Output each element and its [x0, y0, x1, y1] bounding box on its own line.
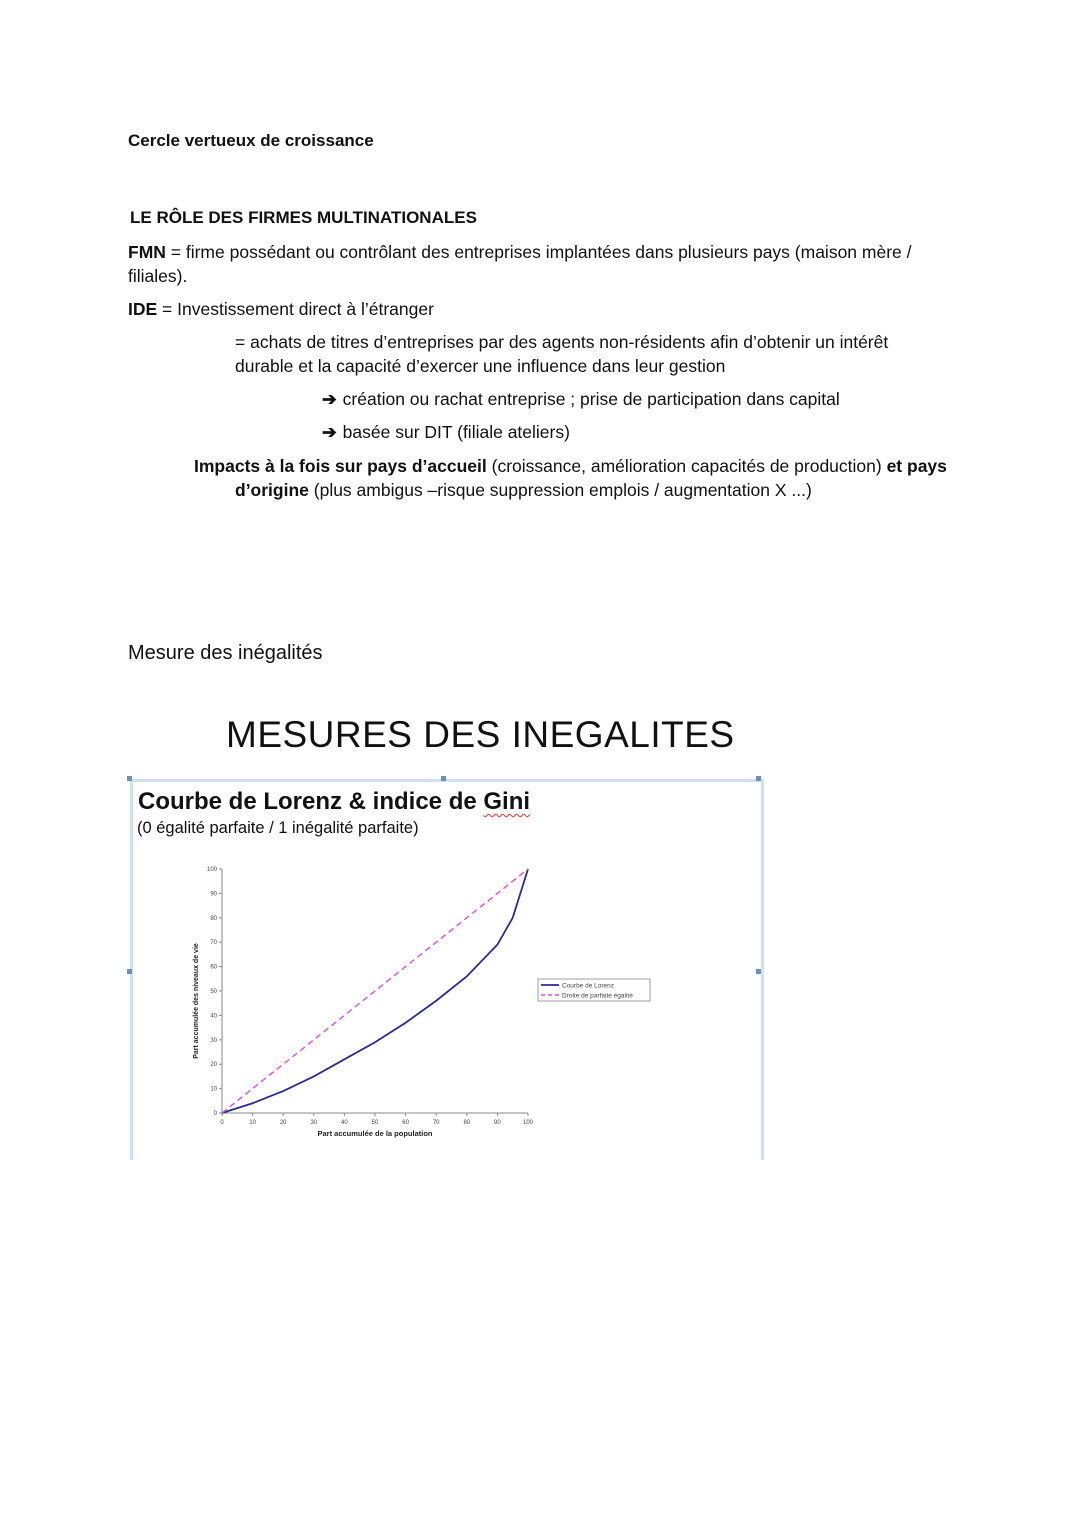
legend-label: Courbe de Lorenz — [562, 982, 615, 990]
chart-axes — [193, 867, 534, 1138]
x-tick-label: 30 — [310, 1120, 318, 1126]
y-tick-label: 70 — [210, 940, 217, 947]
resize-handle[interactable] — [756, 776, 761, 781]
y-tick-label: 100 — [206, 867, 217, 873]
resize-handle[interactable] — [127, 776, 132, 781]
x-axis-label: Part accumulée de la population — [317, 1129, 433, 1138]
lorenz-chart — [180, 860, 740, 1150]
ide-detail: = achats de titres d’entreprises par des agents non-résidents afin d’obtenir un intérêt durable et la capacité d’exercer une influence dans leur gestion — [235, 332, 889, 376]
right-arrow-icon: ➔ — [322, 422, 337, 442]
y-tick-label: 10 — [210, 1086, 217, 1093]
x-tick-label: 10 — [249, 1120, 256, 1126]
arrow-item-1 — [322, 387, 840, 411]
resize-handle[interactable] — [756, 969, 761, 974]
impacts-paragraph — [194, 454, 1005, 502]
x-tick-label: 90 — [494, 1120, 501, 1126]
x-tick-label: 50 — [371, 1120, 379, 1126]
y-tick-label: 40 — [210, 1013, 217, 1020]
impacts-bold-2: et pays d’origine — [235, 456, 947, 500]
right-arrow-icon: ➔ — [322, 389, 337, 409]
section-heading-inegalites: Mesure des inégalités — [128, 642, 323, 664]
arrow-item-2 — [322, 420, 570, 444]
ide-term: IDE — [128, 299, 158, 319]
chart-title-text: Courbe de Lorenz & indice de — [138, 788, 484, 815]
x-tick-label: 100 — [522, 1120, 534, 1126]
y-tick-label: 80 — [210, 915, 217, 922]
fmn-definition-text: = firme possédant ou contrôlant des entreprises implantées dans plusieurs pays (maison mère / filiales). — [128, 242, 912, 286]
chart-legend — [538, 979, 650, 1001]
chart-subtitle: (0 égalité parfaite / 1 inégalité parfaite) — [137, 819, 419, 837]
ide-definition-text: = Investissement direct à l’étranger — [157, 299, 434, 319]
y-tick-label: 90 — [210, 891, 217, 898]
ide-definition — [128, 297, 434, 321]
y-tick-label: 20 — [210, 1062, 217, 1069]
resize-handle[interactable] — [441, 776, 446, 781]
legend-label: Droite de parfaite égalité — [562, 992, 633, 1000]
section-title-cercle: Cercle vertueux de croissance — [128, 131, 374, 150]
y-axis-label: Part accumulée des niveaux de vie — [193, 943, 200, 1059]
chart-series — [222, 869, 528, 1113]
impacts-bold-1: Impacts à la fois sur pays d’accueil — [194, 456, 487, 476]
chart-title-gini: Gini — [483, 788, 531, 815]
slide-title — [226, 714, 735, 756]
x-tick-label: 70 — [432, 1120, 440, 1126]
y-tick-label: 60 — [210, 964, 217, 971]
x-tick-label: 60 — [402, 1120, 409, 1126]
y-tick-label: 30 — [210, 1037, 217, 1044]
x-tick-label: 80 — [463, 1120, 471, 1126]
resize-handle[interactable] — [127, 969, 132, 974]
impacts-text-1: (croissance, amélioration capacités de production) — [486, 456, 887, 476]
fmn-term: FMN — [128, 242, 166, 262]
slide-title-text: MESURES DES INEGALITES — [226, 714, 735, 755]
arrow-item-2-text: basée sur DIT (filiale ateliers) — [342, 422, 570, 442]
x-tick-label: 20 — [279, 1120, 287, 1126]
y-tick-label: 0 — [213, 1111, 217, 1117]
x-tick-label: 40 — [341, 1120, 348, 1126]
chart-title — [138, 788, 530, 816]
arrow-item-1-text: création ou rachat entreprise ; prise de participation dans capital — [342, 389, 840, 409]
series-line-equality — [222, 869, 528, 1113]
impacts-text-2: (plus ambigus –risque suppression emplois / augmentation X ...) — [308, 480, 812, 500]
fmn-definition — [128, 240, 958, 288]
x-tick-label: 0 — [220, 1120, 224, 1126]
section-title-fmn: LE RÔLE DES FIRMES MULTINATIONALES — [130, 208, 477, 227]
y-tick-label: 50 — [210, 989, 217, 995]
